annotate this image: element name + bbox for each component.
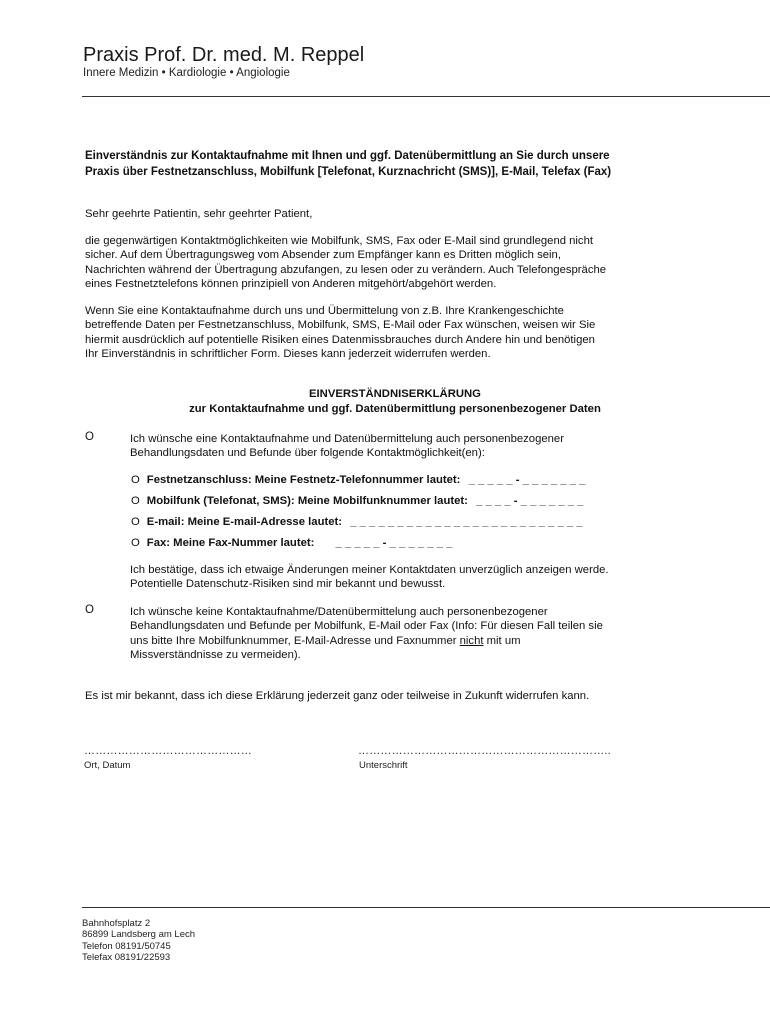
decline-option-text — [130, 605, 603, 662]
fax-option — [131, 537, 452, 549]
practice-name: Praxis Prof. Dr. med. M. Reppel — [83, 44, 365, 66]
footer-phone: Telefon 08191/50745 — [82, 940, 171, 952]
paragraph-consent-required — [85, 304, 705, 361]
footer-divider — [82, 907, 770, 908]
paragraph-line: eines Festnetztelefons können prinzipiell von Anderen mitgehört/abgehört werden. — [85, 277, 497, 290]
option-line: Missverständnisse zu vermeiden). — [130, 648, 301, 661]
mobile-label: Mobilfunk (Telefonat, SMS): Meine Mobilfunknummer lautet: — [146, 495, 468, 507]
confirmation-line: Ich bestätige, dass ich etwaige Änderungen meiner Kontaktdaten unverzüglich anzeigen werde. — [130, 564, 609, 576]
confirmation-text — [130, 563, 609, 592]
fax-number-field[interactable]: _ _ _ _ _ - _ _ _ _ _ _ _ — [335, 537, 453, 549]
practice-specialties: Innere Medizin • Kardiologie • Angiologie — [83, 67, 290, 79]
decline-checkbox[interactable]: O — [85, 604, 94, 616]
title-line-2: Praxis über Festnetzanschluss, Mobilfunk [Telefonat, Kurznachricht (SMS)], E-Mail, Telefax (Fax) — [85, 165, 612, 178]
mobile-checkbox[interactable]: O — [131, 495, 140, 507]
paragraph-line: die gegenwärtigen Kontaktmöglichkeiten wie Mobilfunk, SMS, Fax oder E-Mail sind grundlegend nicht — [85, 235, 594, 247]
email-label: E-mail: Meine E-mail-Adresse lautet: — [146, 516, 343, 528]
footer-address — [82, 918, 195, 964]
confirmation-line: Potentielle Datenschutz-Risiken sind mir bekannt und bewusst. — [130, 578, 446, 591]
declaration-subtitle: zur Kontaktaufnahme und ggf. Datenübermittlung personenbezogener Daten — [189, 402, 601, 415]
landline-checkbox[interactable]: O — [131, 474, 140, 486]
fax-label: Fax: Meine Fax-Nummer lautet: — [146, 537, 315, 549]
place-date-line[interactable]: ……………………………………… — [84, 745, 252, 757]
mobile-number-field[interactable]: _ _ _ _ - _ _ _ _ _ _ _ — [476, 495, 584, 507]
consent-checkbox[interactable]: O — [85, 431, 94, 443]
option-line-start: uns bitte Ihre Mobilfunknummer, E-Mail-Adresse und Faxnummer — [130, 634, 460, 647]
option-line: Behandlungsdaten und Befunde über folgende Kontaktmöglichkeit(en): — [130, 447, 485, 460]
paragraph-line: sicher. Auf dem Übertragungsweg vom Absender zum Empfänger kann es Dritten möglich sein, — [85, 249, 561, 262]
paragraph-line: Wenn Sie eine Kontaktaufnahme durch uns und Übermittelung von z.B. Ihre Krankengeschichte — [85, 305, 564, 317]
title-line-1: Einverständnis zur Kontaktaufnahme mit Ihnen und ggf. Datenübermittlung an Sie durch unsere — [85, 150, 610, 162]
paragraph-line: Nachrichten während der Übertragung abzufangen, zu lesen oder zu verändern. Auch Telefongespräche — [85, 263, 607, 276]
salutation: Sehr geehrte Patientin, sehr geehrter Patient, — [85, 208, 313, 220]
signature-label: Unterschrift — [359, 760, 408, 771]
email-checkbox[interactable]: O — [131, 516, 140, 528]
email-option — [131, 516, 583, 528]
revocation-note: Es ist mir bekannt, dass ich diese Erklärung jederzeit ganz oder teilweise in Zukunft widerrufen kann. — [85, 690, 590, 702]
landline-number-field[interactable]: _ _ _ _ _ - _ _ _ _ _ _ _ — [468, 474, 586, 486]
paragraph-line: Ihr Einverständnis in schriftlicher Form. Dieses kann jederzeit widerrufen werden. — [85, 347, 491, 360]
paragraph-line: betreffende Daten per Festnetzanschluss, Mobilfunk, SMS, E-Mail oder Fax wünschen, weisen wir Sie — [85, 319, 596, 332]
footer-street: Bahnhofsplatz 2 — [82, 918, 151, 929]
mobile-option — [131, 495, 583, 507]
landline-option — [131, 474, 585, 486]
footer-fax: Telefax 08191/22593 — [82, 952, 171, 964]
footer-city: 86899 Landsberg am Lech — [82, 929, 196, 941]
email-address-field[interactable]: _ _ _ _ _ _ _ _ _ _ _ _ _ _ _ _ _ _ _ _ _ _ _ _ _ — [350, 516, 583, 528]
place-date-label: Ort, Datum — [84, 760, 131, 771]
option-line — [130, 634, 603, 648]
paragraph-risks — [85, 234, 705, 291]
signature-line[interactable]: ………………………………………………………….. — [358, 745, 611, 757]
option-line: Behandlungsdaten und Befunde per Mobilfunk, E-Mail oder Fax (Info: Für diesen Fall teilen sie — [130, 620, 603, 633]
option-line-end: mit um — [483, 634, 521, 647]
document-title — [85, 149, 725, 180]
paragraph-line: hiermit ausdrücklich auf potentielle Risiken eines Datenmissbrauches durch Andere hin und benötigen — [85, 333, 595, 346]
underlined-nicht: nicht — [459, 634, 484, 647]
option-line: Ich wünsche eine Kontaktaufnahme und Datenübermittelung auch personenbezogener — [130, 433, 564, 445]
landline-label: Festnetzanschluss: Meine Festnetz-Telefonnummer lautet: — [146, 474, 461, 486]
fax-checkbox[interactable]: O — [131, 537, 140, 549]
option-line: Ich wünsche keine Kontaktaufnahme/Datenübermittelung auch personenbezogener — [130, 606, 548, 618]
consent-option-text — [130, 432, 564, 461]
declaration-heading — [85, 387, 705, 416]
declaration-title: EINVERSTÄNDNISERKLÄRUNG — [309, 388, 481, 400]
header-divider — [82, 96, 770, 97]
